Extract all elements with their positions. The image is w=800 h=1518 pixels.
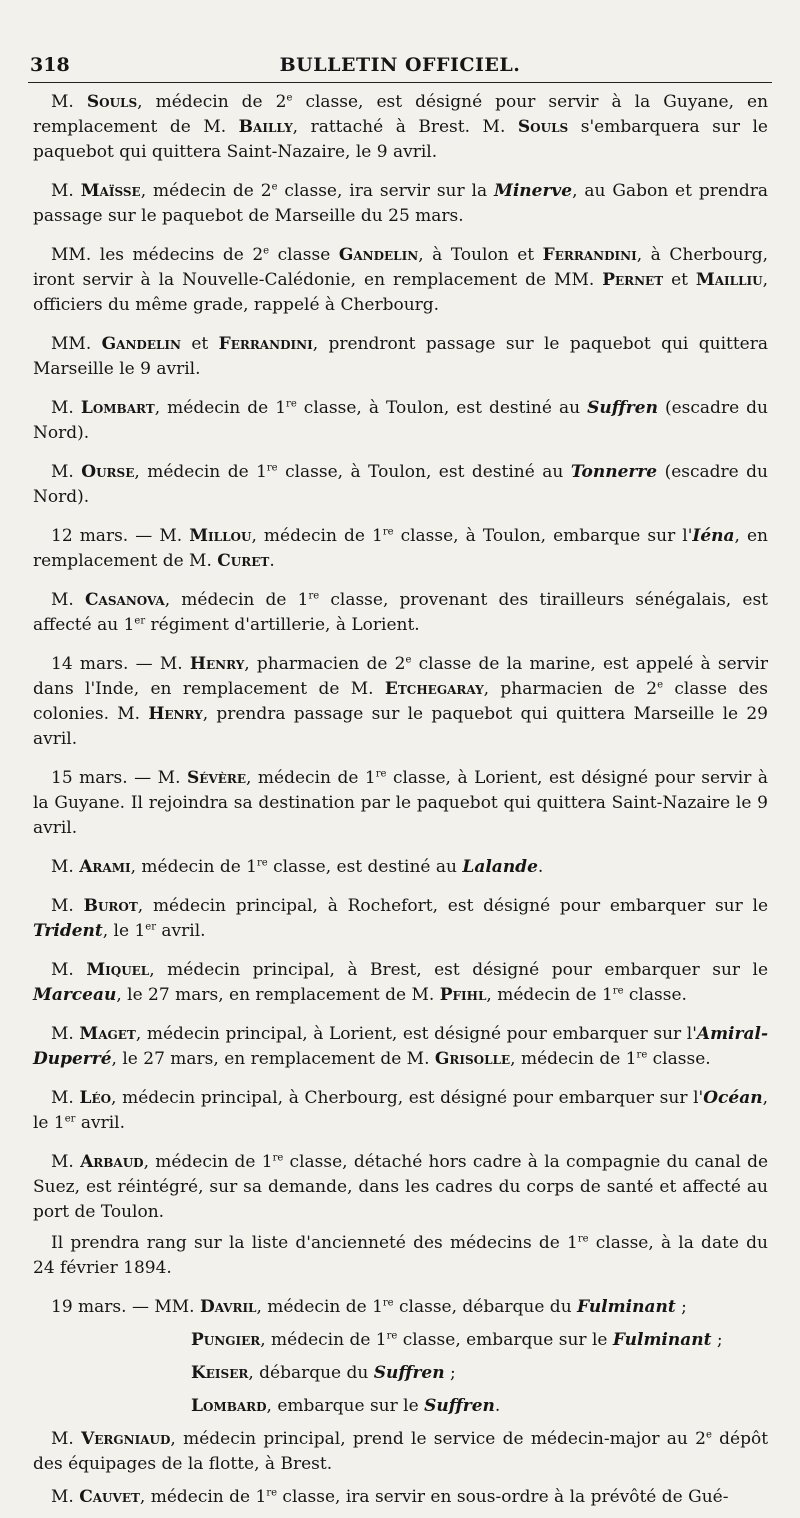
paragraph-davril: 19 mars. — MM. Davril, médecin de 1re classe, débarque du Fulminant ; [51, 1297, 687, 1317]
ship-name: Trident [33, 921, 103, 941]
person-name: Maïsse [80, 181, 141, 201]
person-name: Curet [217, 551, 270, 571]
person-name: Ferrandini [542, 245, 637, 265]
ship-name: Lalande [462, 857, 538, 877]
paragraph-lombart: M. Lombart, médecin de 1re classe, à Toulon, est destiné au Suffren (escadre du Nord). [33, 398, 769, 443]
person-name: Vergniaud [81, 1429, 171, 1449]
person-name: Arbaud [80, 1152, 144, 1172]
ship-name: Marceau [33, 985, 117, 1005]
ship-name: Fulminant [612, 1330, 712, 1350]
person-name: Etchegaray [384, 679, 484, 699]
person-name: Gandelin [101, 334, 181, 354]
page-header [28, 52, 772, 83]
person-name: Souls [517, 117, 569, 137]
paragraph-gandelin-ferrandini: MM. les médecins de 2e classe Gandelin, à Toulon et Ferrandini, à Cherbourg, iront servir à la Nouvelle-Calédonie, en remplacement de MM. Pernet et Mailliu, officiers du même grade, rappelé à Cherbourg. [33, 245, 768, 315]
person-name: Pfihl [439, 985, 487, 1005]
paragraph-leo: M. Léo, médecin principal, à Cherbourg, est désigné pour embarquer sur l'Océan, le 1er avril. [33, 1088, 768, 1133]
person-name: Henry [189, 654, 245, 674]
person-name: Bailly [238, 117, 293, 137]
paragraph-henry: 14 mars. — M. Henry, pharmacien de 2e classe de la marine, est appelé à servir dans l'Inde, en remplacement de M. Etchegaray, pharmacien de 2e classe des colonies. M. Henry, prendra passage sur le paquebot qui quittera Marseille le 29 avril. [33, 654, 769, 749]
person-name: Ourse [81, 462, 135, 482]
person-name: Davril [199, 1297, 257, 1317]
person-name: Keiser [191, 1363, 249, 1383]
paragraph-keiser: Keiser, débarque du Suffren ; [191, 1363, 456, 1383]
paragraph-severe: 15 mars. — M. Sévère, médecin de 1re classe, à Lorient, est désigné pour servir à la Guyane. Il rejoindra sa destination par le paquebot qui quittera Saint-Nazaire le 9 avril. [33, 768, 769, 838]
person-name: Miquel [86, 960, 150, 980]
ship-name: Océan [703, 1088, 763, 1108]
person-name: Souls [86, 92, 138, 112]
paragraph-rang: Il prendra rang sur la liste d'ancienneté des médecins de 1re classe, à la date du 24 février 1894. [33, 1233, 768, 1278]
ship-name: Tonnerre [570, 462, 658, 482]
paragraph-arbaud: M. Arbaud, médecin de 1re classe, détaché hors cadre à la compagnie du canal de Suez, est réintégré, sur sa demande, dans les cadres du corps de santé et affecté au port de Toulon. [33, 1152, 769, 1222]
paragraph-arami: M. Arami, médecin de 1re classe, est destiné au Lalande. [51, 857, 544, 877]
person-name: Cauvet [79, 1487, 140, 1507]
paragraph-maisse: M. Maïsse, médecin de 2e classe, ira servir sur la Minerve, au Gabon et prendra passage sur le paquebot de Marseille du 25 mars. [33, 181, 769, 226]
paragraph-passage: MM. Gandelin et Ferrandini, prendront passage sur le paquebot qui quittera Marseille le 9 avril. [33, 334, 769, 379]
person-name: Lombard [191, 1396, 267, 1416]
person-name: Léo [79, 1088, 112, 1108]
person-name: Gandelin [338, 245, 419, 265]
paragraph-souls: M. Souls, médecin de 2e classe, est désigné pour servir à la Guyane, en remplacement de M. Bailly, rattaché à Brest. M. Souls s'embarquera sur le paquebot qui quittera Saint-Nazaire, le 9 avril. [33, 92, 769, 162]
person-name: Burot [83, 896, 138, 916]
running-title: BULLETIN OFFICIEL. [279, 54, 521, 76]
person-name: Pernet [602, 270, 664, 290]
paragraph-burot: M. Burot, médecin principal, à Rochefort, est désigné pour embarquer sur le Trident, le 1er avril. [33, 896, 769, 941]
paragraph-millou: 12 mars. — M. Millou, médecin de 1re classe, à Toulon, embarque sur l'Iéna, en remplacement de M. Curet. [33, 526, 769, 571]
paragraph-cauvet: M. Cauvet, médecin de 1re classe, ira servir en sous-ordre à la prévôté de Gué- [51, 1487, 729, 1507]
ship-name: Amiral-Duperré [33, 1024, 768, 1069]
person-name: Sévère [187, 768, 246, 788]
ship-name: Suffren [424, 1396, 495, 1416]
person-name: Ferrandini [218, 334, 313, 354]
paragraph-miquel: M. Miquel, médecin principal, à Brest, est désigné pour embarquer sur le Marceau, le 27 mars, en remplacement de M. Pfihl, médecin de 1re classe. [33, 960, 769, 1005]
paragraph-ourse: M. Ourse, médecin de 1re classe, à Toulon, est destiné au Tonnerre (escadre du Nord). [33, 462, 769, 507]
paragraph-casanova: M. Casanova, médecin de 1re classe, provenant des tirailleurs sénégalais, est affecté au 1er régiment d'artillerie, à Lorient. [33, 590, 768, 635]
person-name: Mailliu [695, 270, 763, 290]
article-body [33, 90, 768, 1518]
paragraph-vergniaud: M. Vergniaud, médecin principal, prend le service de médecin-major au 2e dépôt des équipages de la flotte, à Brest. [33, 1429, 769, 1474]
ship-name: Suffren [587, 398, 658, 418]
ship-name: Minerve [494, 181, 573, 201]
page-number: 318 [30, 54, 70, 76]
person-name: Casanova [85, 590, 165, 610]
person-name: Pungier [191, 1330, 261, 1350]
person-name: Maget [79, 1024, 136, 1044]
paragraph-maget: M. Maget, médecin principal, à Lorient, est désigné pour embarquer sur l'Amiral-Duperré, le 27 mars, en remplacement de M. Grisolle, médecin de 1re classe. [33, 1024, 768, 1069]
paragraph-lombard: Lombard, embarque sur le Suffren. [191, 1396, 501, 1416]
paragraph-pungier: Pungier, médecin de 1re classe, embarque sur le Fulminant ; [191, 1330, 723, 1350]
ship-name: Iéna [692, 526, 735, 546]
person-name: Millou [189, 526, 252, 546]
ship-name: Fulminant [577, 1297, 676, 1317]
person-name: Lombart [80, 398, 155, 418]
ship-name: Suffren [373, 1363, 445, 1383]
person-name: Arami [79, 857, 131, 877]
person-name: Henry [148, 704, 203, 724]
person-name: Grisolle [434, 1049, 511, 1069]
